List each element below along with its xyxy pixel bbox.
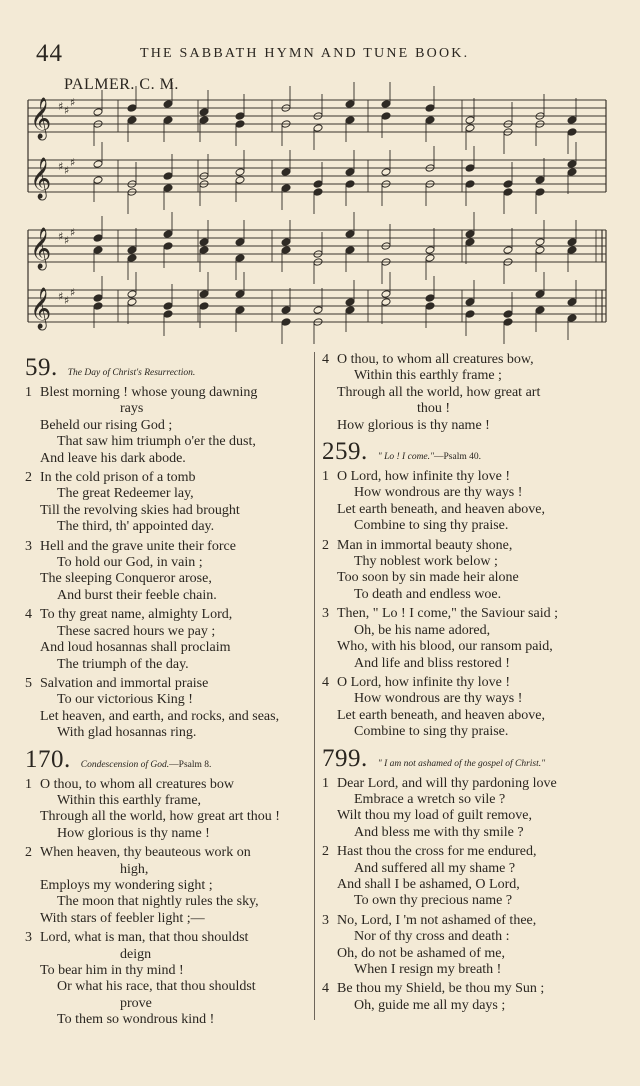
note-head (163, 242, 173, 251)
note-head (567, 128, 577, 137)
verse-line: Wilt thou my load of guilt remove, (337, 808, 533, 824)
note-head (465, 238, 475, 247)
verse-line: prove (120, 995, 152, 1011)
note-head (381, 112, 391, 121)
verse-line: That saw him triumph o'er the dust, (57, 434, 256, 450)
note-head (503, 310, 513, 319)
verse-text: Blest morning ! whose young dawning (40, 385, 258, 400)
verse-line: To death and endless woe. (354, 586, 502, 602)
note-head (465, 124, 475, 133)
hymn-heading (25, 746, 310, 774)
note-head (163, 310, 173, 319)
note-head (127, 298, 137, 307)
verse-line: Within this earthly frame, (57, 792, 202, 808)
music-glyph: ♯ (58, 100, 64, 113)
verse-line: deign (120, 946, 152, 962)
verse-line (25, 539, 310, 555)
note-head (93, 302, 103, 311)
stanza (322, 844, 607, 910)
verse-line (322, 675, 607, 691)
note-head (235, 176, 245, 185)
note-head (465, 310, 475, 319)
stanza (322, 469, 607, 535)
hymn-reference: —Psalm 40. (434, 452, 481, 463)
stanza-number: 4 (322, 981, 329, 997)
verse-text: Salvation and immortal praise (40, 675, 209, 691)
verse-line: Combine to sing thy praise. (354, 518, 509, 534)
note-head (127, 104, 137, 113)
note-head (567, 298, 577, 307)
verse-line: Nor of thy cross and death : (354, 929, 510, 945)
note-head (381, 168, 391, 177)
verse-line: The sleeping Conqueror arose, (40, 571, 212, 587)
verse-text: Hell and the grave unite their force (40, 538, 236, 554)
stanza-number: 3 (25, 930, 32, 946)
verse-line: Let heaven, and earth, and rocks, and seas, (40, 708, 280, 724)
stanza (322, 352, 607, 434)
note-head (93, 294, 103, 303)
verse-line (322, 913, 607, 929)
stanza-number: 3 (322, 912, 329, 928)
note-head (281, 318, 291, 327)
verse-line: To hold our God, in vain ; (57, 555, 203, 571)
verse-line: And suffered all my shame ? (354, 860, 516, 876)
note-head (503, 188, 513, 197)
verse-text: No, Lord, I 'm not ashamed of thee, (337, 912, 537, 928)
verse-line: And bless me with thy smile ? (354, 824, 524, 840)
note-head (345, 298, 355, 307)
music-glyph: 𝄞 (30, 288, 52, 329)
verse-line: The moon that nightly rules the sky, (57, 894, 259, 910)
music-glyph: ♯ (70, 286, 76, 299)
stanza (25, 930, 310, 1028)
stanza (25, 539, 310, 605)
hymn-number: 170. (25, 745, 71, 773)
note-head (425, 104, 435, 113)
note-head (199, 238, 209, 247)
verse-line (322, 844, 607, 860)
note-head (163, 302, 173, 311)
stanza (25, 777, 310, 843)
verse-line: These sacred hours we pay ; (57, 623, 216, 639)
verse-line: The triumph of the day. (57, 656, 189, 672)
stanza-number: 1 (25, 776, 32, 792)
note-head (465, 298, 475, 307)
note-head (127, 246, 137, 255)
verse-line: When I resign my breath ! (354, 962, 502, 977)
note-head (567, 116, 577, 125)
verse-line: How glorious is thy name ! (57, 825, 210, 841)
verse-line: Let earth beneath, and heaven above, (337, 707, 545, 723)
note-head (93, 108, 103, 117)
note-head (425, 254, 435, 263)
note-head (199, 116, 209, 125)
verse-line: To own thy precious name ? (354, 893, 513, 909)
note-head (345, 100, 355, 109)
verse-line (322, 352, 607, 368)
verse-line: Through all the world, how great art (337, 384, 541, 400)
stanza (25, 470, 310, 536)
note-head (345, 230, 355, 239)
hymn-title: " I am not ashamed of the gospel of Christ." (377, 758, 546, 769)
verse-line: How glorious is thy name ! (337, 417, 490, 433)
note-head (345, 116, 355, 125)
note-head (235, 306, 245, 315)
music-glyph: ♯ (70, 156, 76, 169)
note-head (199, 246, 209, 255)
verse-text: O Lord, how infinite thy love ! (337, 674, 511, 690)
note-head (313, 124, 323, 133)
verse-text: To thy great name, almighty Lord, (40, 607, 233, 623)
column-divider (314, 352, 315, 1020)
note-head (503, 318, 513, 327)
verse-line: And loud hosannas shall proclaim (40, 640, 231, 656)
hymn-title: Condescension of God. (80, 759, 170, 770)
note-head (235, 238, 245, 247)
note-head (503, 180, 513, 189)
verse-text: Dear Lord, and will thy pardoning love (337, 775, 557, 791)
verse-line: The great Redeemer lay, (57, 486, 194, 502)
verse-line: And leave his dark abode. (40, 450, 186, 466)
note-head (425, 302, 435, 311)
music-glyph: ♯ (64, 164, 70, 177)
music-glyph: ♯ (58, 230, 64, 243)
verse-line: And shall I be ashamed, O Lord, (337, 876, 520, 892)
verse-text: When heaven, thy beauteous work on (40, 845, 251, 861)
verse-line: Oh, guide me all my days ; (354, 997, 506, 1013)
note-head (235, 120, 245, 129)
stanza-number: 5 (25, 675, 32, 691)
hymn-title: The Day of Christ's Resurrection. (67, 368, 196, 378)
hymn-number: 59. (25, 354, 58, 381)
verse-line: With stars of feebler light ;— (40, 910, 205, 926)
note-head (465, 180, 475, 189)
stanza-number: 4 (322, 674, 329, 690)
music-glyph: 𝄞 (30, 158, 52, 199)
stanza (322, 538, 607, 604)
note-head (345, 180, 355, 189)
hymn-heading (322, 438, 607, 466)
verse-line: Oh, be his name adored, (354, 622, 491, 638)
verse-line (25, 777, 310, 793)
note-head (313, 180, 323, 189)
note-head (281, 238, 291, 247)
stanza (322, 606, 607, 672)
verse-line: Embrace a wretch so vile ? (354, 791, 506, 807)
right-column (322, 350, 607, 1017)
verse-line (322, 538, 607, 554)
verse-line: thou ! (417, 401, 451, 417)
music-glyph: ♯ (70, 226, 76, 239)
verse-line (25, 385, 310, 401)
verse-line (322, 469, 607, 485)
verse-line: rays (120, 401, 144, 417)
note-head (93, 246, 103, 255)
verse-line: With glad hosannas ring. (57, 725, 197, 741)
note-head (163, 100, 173, 109)
note-head (163, 116, 173, 125)
music-glyph: 𝄞 (30, 228, 52, 269)
note-head (93, 176, 103, 185)
note-head (127, 290, 137, 299)
verse-line: high, (120, 861, 149, 877)
note-head (381, 290, 391, 299)
verse-line (25, 607, 310, 623)
verse-line: Or what his race, that thou shouldst (57, 979, 256, 995)
stanza (25, 385, 310, 467)
music-glyph: 𝄞 (30, 98, 52, 139)
note-head (281, 306, 291, 315)
verse-line (25, 930, 310, 946)
verse-line: Employs my wondering sight ; (40, 877, 213, 893)
verse-line: Oh, do not be ashamed of me, (337, 945, 505, 961)
note-head (535, 238, 545, 247)
stanza (25, 845, 310, 927)
note-head (93, 160, 103, 169)
note-head (465, 116, 475, 125)
note-head (567, 246, 577, 255)
stanza (25, 676, 310, 742)
stanza-number: 4 (322, 352, 329, 367)
note-head (281, 184, 291, 193)
verse-text: Then, " Lo ! I come," the Saviour said ; (337, 606, 558, 622)
verse-line: Beheld our rising God ; (40, 417, 173, 433)
note-head (235, 112, 245, 121)
stanza-number: 4 (25, 607, 32, 623)
verse-line: Through all the world, how great art thou ! (40, 809, 280, 825)
stanza-number: 2 (25, 845, 32, 861)
stanza-number: 2 (322, 844, 329, 860)
stanza (322, 981, 607, 1014)
verse-line: Till the revolving skies had brought (40, 502, 240, 518)
note-head (199, 302, 209, 311)
verse-line: Combine to sing thy praise. (354, 724, 509, 740)
note-head (535, 246, 545, 255)
stanza (322, 913, 607, 979)
verse-line (25, 676, 310, 692)
note-head (127, 116, 137, 125)
verse-text: O thou, to whom all creatures bow, (337, 352, 534, 367)
note-head (567, 168, 577, 177)
verse-text: O thou, to whom all creatures bow (40, 776, 235, 792)
note-head (381, 100, 391, 109)
note-head (567, 314, 577, 323)
verse-line: And life and bliss restored ! (354, 655, 510, 671)
note-head (127, 254, 137, 263)
stanza-number: 3 (25, 538, 32, 554)
tune-name: PALMER. C. M. (64, 76, 179, 93)
note-head (425, 246, 435, 255)
hymn-title: " Lo ! I come." (377, 452, 435, 463)
stanza-number: 1 (25, 385, 32, 400)
note-head (163, 230, 173, 239)
note-head (503, 246, 513, 255)
music-glyph: ♯ (70, 96, 76, 109)
note-head (535, 306, 545, 315)
stanza (322, 776, 607, 842)
note-head (535, 188, 545, 197)
verse-line (25, 470, 310, 486)
note-head (425, 116, 435, 125)
hymn-number: 799. (322, 744, 368, 772)
stanza (322, 675, 607, 741)
verse-line: How wondrous are thy ways ! (354, 691, 523, 707)
note-head (381, 298, 391, 307)
music-glyph: ♯ (58, 160, 64, 173)
note-head (465, 164, 475, 173)
note-head (345, 168, 355, 177)
note-head (199, 290, 209, 299)
hymn-number: 259. (322, 438, 368, 466)
page-number: 44 (36, 40, 63, 67)
left-column (25, 350, 310, 1032)
verse-line (322, 776, 607, 792)
hymn-reference: —Psalm 8. (169, 759, 212, 770)
note-head (425, 294, 435, 303)
verse-line (25, 845, 310, 861)
note-head (313, 188, 323, 197)
note-head (163, 184, 173, 193)
note-head (93, 234, 103, 243)
note-head (567, 238, 577, 247)
verse-text: In the cold prison of a tomb (40, 470, 196, 486)
verse-text: Lord, what is man, that thou shouldst (40, 930, 249, 946)
verse-line: Thy noblest work below ; (354, 554, 498, 570)
verse-line: To bear him in thy mind ! (40, 963, 184, 978)
stanza-number: 2 (25, 470, 32, 486)
stanza-number: 3 (322, 606, 329, 622)
verse-line: To them so wondrous kind ! (57, 1012, 215, 1028)
hymn-heading (25, 354, 310, 382)
note-head (535, 290, 545, 299)
note-head (345, 306, 355, 315)
verse-line: How wondrous are thy ways ! (354, 485, 523, 501)
verse-line (322, 981, 607, 997)
verse-text: Hast thou the cross for me endured, (337, 844, 537, 860)
note-head (345, 246, 355, 255)
note-head (163, 172, 173, 181)
note-head (281, 246, 291, 255)
stanza-number: 1 (322, 469, 329, 485)
note-head (235, 254, 245, 263)
verse-text: Man in immortal beauty shone, (337, 537, 513, 553)
verse-line: And burst their feeble chain. (57, 587, 217, 603)
verse-line: The third, th' appointed day. (57, 519, 215, 535)
running-title: THE SABBATH HYMN AND TUNE BOOK. (140, 46, 470, 61)
music-glyph: ♯ (64, 104, 70, 117)
hymn-heading (322, 745, 607, 773)
stanza-number: 1 (322, 775, 329, 791)
note-head (235, 168, 245, 177)
note-head (567, 160, 577, 169)
verse-line: To our victorious King ! (57, 692, 193, 708)
note-head (313, 306, 323, 315)
stanza-number: 2 (322, 537, 329, 553)
verse-text: Be thou my Shield, be thou my Sun ; (337, 981, 545, 997)
note-head (535, 176, 545, 185)
verse-line (322, 606, 607, 622)
music-glyph: ♯ (58, 290, 64, 303)
note-head (281, 168, 291, 177)
music-glyph: ♯ (64, 234, 70, 247)
note-head (199, 108, 209, 117)
verse-line: Let earth beneath, and heaven above, (337, 501, 545, 517)
stanza (25, 607, 310, 673)
music-score (0, 0, 640, 345)
verse-line: Who, with his blood, our ransom paid, (337, 639, 553, 655)
note-head (465, 230, 475, 239)
verse-line: Within this earthly frame ; (354, 368, 502, 384)
music-glyph: ♯ (64, 294, 70, 307)
note-head (235, 290, 245, 299)
verse-line: Too soon by sin made heir alone (337, 570, 519, 586)
verse-text: O Lord, how infinite thy love ! (337, 469, 511, 485)
